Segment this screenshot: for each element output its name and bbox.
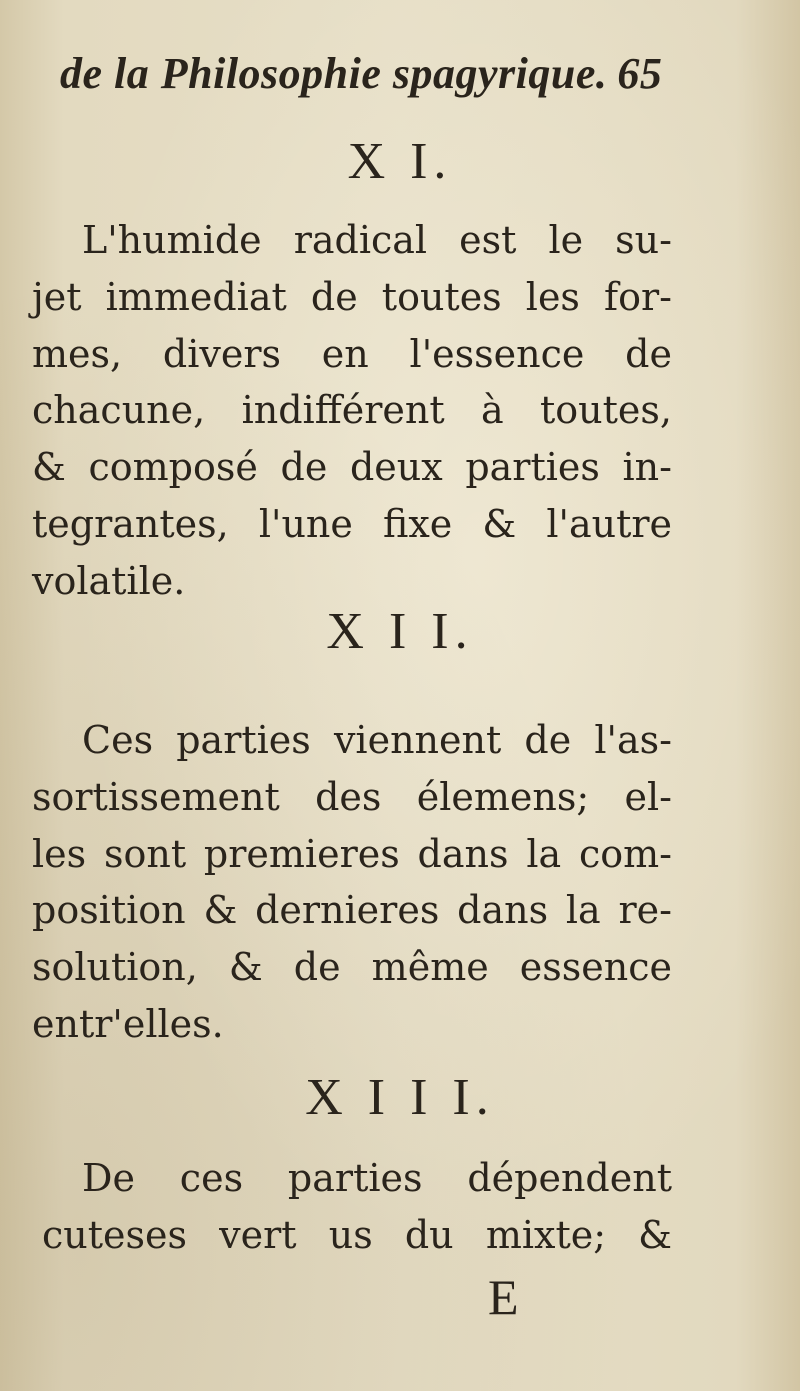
running-head bbox=[60, 48, 700, 99]
paragraph-line: jet immediat de toutes les for- bbox=[32, 274, 672, 319]
paragraph-line: De ces parties dépendent bbox=[82, 1156, 672, 1200]
paragraph-line: & composé de deux parties in- bbox=[32, 445, 672, 490]
paragraph-line: volatile. bbox=[32, 558, 186, 603]
paragraph-line: mes, divers en l'essence de bbox=[32, 331, 672, 376]
paragraph-line: tegrantes, l'une fixe & l'autre bbox=[32, 501, 672, 546]
paragraph-line: solution, & de même essence bbox=[32, 945, 672, 990]
paragraph-line: position & dernieres dans la re- bbox=[32, 888, 672, 933]
paragraph-line: entr'elles. bbox=[32, 1001, 224, 1046]
paragraph-line: cuteses vert us du mixte; & bbox=[42, 1212, 672, 1257]
paragraph-section-11 bbox=[32, 212, 672, 610]
signature-mark: E bbox=[488, 1269, 519, 1325]
paragraph-line: L'humide radical est le su- bbox=[82, 218, 672, 262]
section-number-11: X I. bbox=[347, 133, 453, 190]
running-head-title: de la Philosophie spagyrique. bbox=[60, 49, 608, 98]
paragraph-section-12 bbox=[32, 712, 672, 1053]
section-number-12: X I I. bbox=[326, 603, 474, 660]
section-number-13: X I I I. bbox=[305, 1069, 495, 1126]
paragraph-line: sortissement des élemens; el- bbox=[32, 774, 672, 819]
paragraph-line: les sont premieres dans la com- bbox=[32, 831, 672, 876]
page-number: 65 bbox=[617, 49, 663, 98]
paragraph-section-13 bbox=[32, 1150, 672, 1264]
paragraph-line: chacune, indifférent à toutes, bbox=[32, 388, 672, 433]
paragraph-line: Ces parties viennent de l'as- bbox=[82, 718, 672, 762]
